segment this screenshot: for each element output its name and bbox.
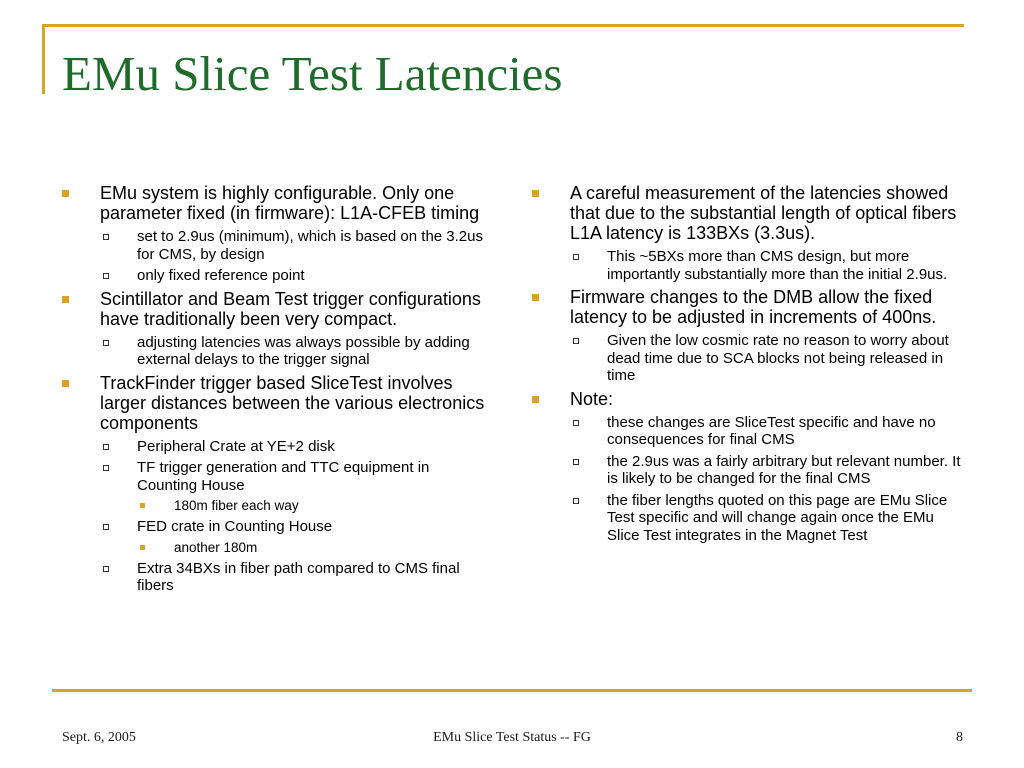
left-column	[62, 183, 490, 599]
bullet-item	[532, 389, 964, 409]
slide-number: 8	[956, 730, 963, 745]
title-frame-top-line	[42, 24, 964, 27]
bullet-text: Note:	[570, 388, 614, 409]
title-frame-left-line	[42, 24, 45, 94]
small-square-bullet-icon	[140, 503, 145, 508]
slide-title: EMu Slice Test Latencies	[62, 46, 563, 101]
hollow-square-bullet-icon	[103, 340, 109, 346]
bullet-item	[62, 289, 490, 329]
sub-bullet-item	[62, 334, 490, 369]
bullet-item	[532, 287, 964, 327]
sub-bullet-text: This ~5BXs more than CMS design, but more importantly substantially more than the initial 2.9us.	[607, 248, 948, 283]
hollow-square-bullet-icon	[103, 465, 109, 471]
square-bullet-icon	[532, 190, 539, 197]
bullet-item	[62, 183, 490, 223]
bullet-item	[62, 373, 490, 433]
hollow-square-bullet-icon	[573, 420, 579, 426]
hollow-square-bullet-icon	[103, 444, 109, 450]
sub-bullet-text: Peripheral Crate at YE+2 disk	[137, 437, 335, 455]
sub-bullet-item	[62, 518, 490, 536]
sub-sub-bullet-text: another 180m	[174, 539, 258, 555]
sub-bullet-item	[62, 560, 490, 595]
hollow-square-bullet-icon	[103, 273, 109, 279]
bullet-text: TrackFinder trigger based SliceTest involves larger distances between the various electronics components	[100, 372, 485, 433]
sub-bullet-item	[62, 267, 490, 285]
footer-presentation-title: EMu Slice Test Status -- FG	[433, 730, 591, 745]
hollow-square-bullet-icon	[573, 459, 579, 465]
square-bullet-icon	[62, 190, 69, 197]
hollow-square-bullet-icon	[573, 254, 579, 260]
square-bullet-icon	[62, 380, 69, 387]
sub-sub-bullet-item	[62, 498, 490, 514]
sub-bullet-item	[532, 248, 964, 283]
square-bullet-icon	[532, 294, 539, 301]
small-square-bullet-icon	[140, 545, 145, 550]
bullet-text: EMu system is highly configurable. Only one parameter fixed (in firmware): L1A-CFEB timing	[100, 183, 480, 223]
sub-bullet-item	[532, 453, 964, 488]
bullet-item	[532, 183, 964, 243]
hollow-square-bullet-icon	[103, 566, 109, 572]
hollow-square-bullet-icon	[573, 338, 579, 344]
footer-date: Sept. 6, 2005	[62, 730, 136, 745]
square-bullet-icon	[62, 296, 69, 303]
sub-bullet-item	[532, 332, 964, 385]
sub-sub-bullet-text: 180m fiber each way	[174, 498, 299, 513]
right-column	[532, 183, 964, 548]
sub-bullet-item	[532, 492, 964, 545]
hollow-square-bullet-icon	[573, 498, 579, 504]
bullet-text: Firmware changes to the DMB allow the fixed latency to be adjusted in increments of 400ns.	[570, 287, 937, 327]
footer-divider-line	[52, 689, 972, 692]
square-bullet-icon	[532, 396, 539, 403]
sub-bullet-text: Extra 34BXs in fiber path compared to CMS final fibers	[137, 559, 460, 594]
hollow-square-bullet-icon	[103, 234, 109, 240]
sub-bullet-text: FED crate in Counting House	[137, 518, 333, 535]
sub-bullet-item	[62, 228, 490, 263]
sub-sub-bullet-item	[62, 540, 490, 556]
sub-bullet-text: the fiber lengths quoted on this page are EMu Slice Test specific and will change again once the EMu Slice Test integrates in the Magnet Test	[607, 491, 948, 544]
sub-bullet-item	[532, 414, 964, 449]
sub-bullet-item	[62, 459, 490, 494]
sub-bullet-text: these changes are SliceTest specific and have no consequences for final CMS	[607, 413, 936, 448]
hollow-square-bullet-icon	[103, 524, 109, 530]
bullet-text: A careful measurement of the latencies showed that due to the substantial length of optical fibers L1A latency is 133BXs (3.3us).	[570, 183, 957, 243]
sub-bullet-text: set to 2.9us (minimum), which is based on the 3.2us for CMS, by design	[137, 228, 483, 263]
sub-bullet-text: adjusting latencies was always possible by adding external delays to the trigger signal	[137, 333, 470, 368]
sub-bullet-text: TF trigger generation and TTC equipment in Counting House	[137, 459, 430, 494]
sub-bullet-text: Given the low cosmic rate no reason to worry about dead time due to SCA blocks not being released in time	[607, 332, 949, 384]
sub-bullet-text: the 2.9us was a fairly arbitrary but relevant number. It is likely to be changed for the final CMS	[607, 452, 961, 487]
sub-bullet-text: only fixed reference point	[137, 267, 305, 284]
sub-bullet-item	[62, 438, 490, 456]
bullet-text: Scintillator and Beam Test trigger configurations have traditionally been very compact.	[100, 288, 481, 329]
